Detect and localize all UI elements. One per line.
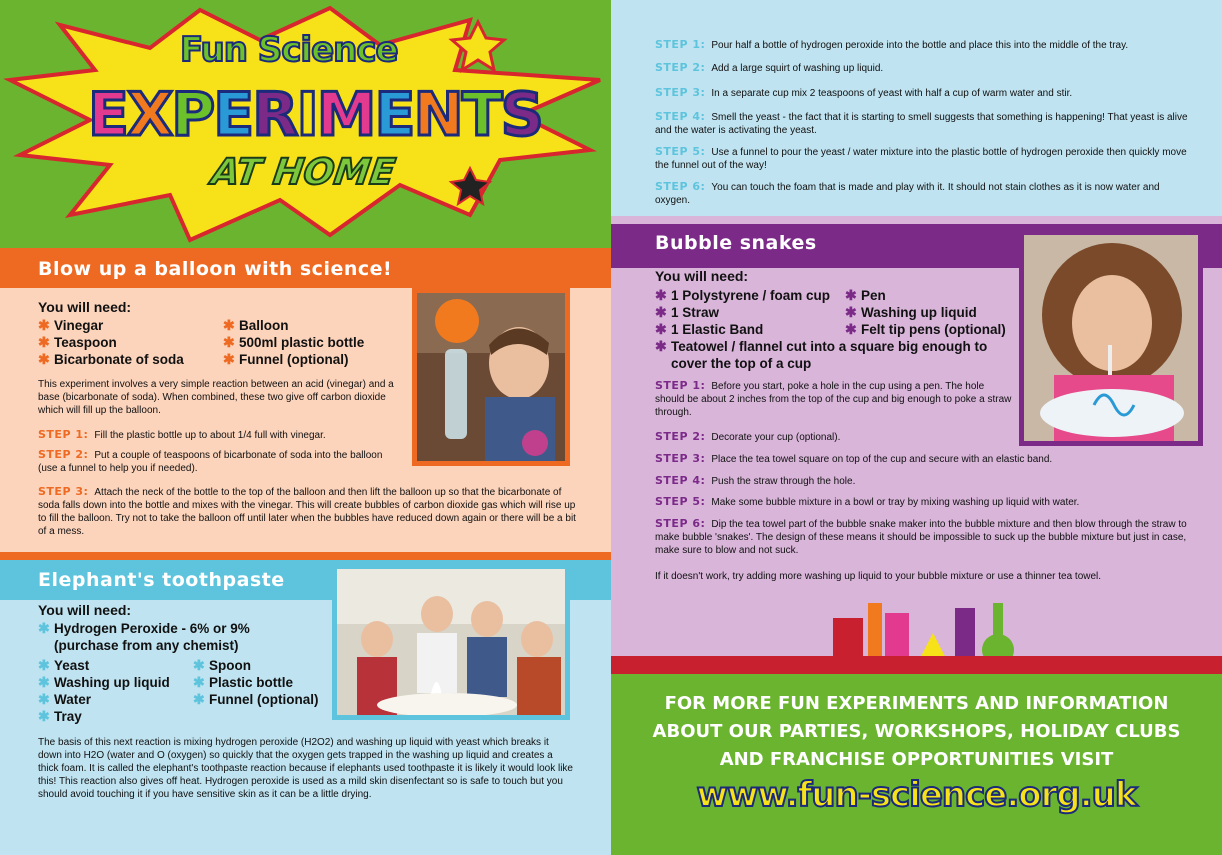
section-divider bbox=[0, 552, 611, 560]
list-item: ✱ Yeast bbox=[38, 657, 90, 673]
bubble-snakes-section bbox=[611, 216, 1222, 656]
logo-text: Fun Science bbox=[180, 30, 398, 70]
bubble-snakes-photo bbox=[1019, 230, 1203, 446]
balloon-step-3: STEP 3: Attach the neck of the bottle to the top of the balloon and then lift the balloon up so that the bicarbonate of soda falls down into the bottle and mixes with the vinegar. This will create bubbles of carbon dioxide gas which will rise up to fill the balloon. Try not to take the balloon off until later when the bubbles have reduced down again or there will be a bit of a mess. bbox=[38, 485, 576, 537]
toothpaste-photo bbox=[332, 564, 570, 720]
snakes-step-6: STEP 6: Dip the tea towel part of the bubble snake maker into the bubble mixture and then blow through the straw to make bubble 'snakes'. The design of these means it should be impossible to suck up the bubble mixture but just in case, make sure to blow and not suck. bbox=[655, 517, 1187, 556]
toothpaste-step-1: STEP 1: Pour half a bottle of hydrogen peroxide into the bottle and place this into the middle of the tray. bbox=[655, 38, 1129, 51]
snakes-step-3: STEP 3: Place the tea towel square on top of the cup and secure with an elastic band. bbox=[655, 452, 1053, 465]
toothpaste-list-col1 bbox=[38, 657, 198, 725]
list-item: ✱ Tray bbox=[38, 708, 82, 724]
toothpaste-list-col2 bbox=[193, 657, 333, 708]
list-item: ✱ Funnel (optional) bbox=[193, 691, 319, 707]
snakes-outro: If it doesn't work, try adding more washing up liquid to your bubble mixture or use a thinner tea towel. bbox=[655, 571, 1102, 582]
snakes-step-5: STEP 5: Make some bubble mixture in a bowl or tray by mixing washing up liquid with water. bbox=[655, 495, 1080, 508]
toothpaste-steps-panel bbox=[611, 0, 1222, 216]
list-item: ✱ Vinegar bbox=[38, 317, 104, 333]
balloon-list-col1 bbox=[38, 317, 218, 368]
toothpaste-section bbox=[0, 552, 611, 855]
toothpaste-step-6: STEP 6: You can touch the foam that is made and play with it. It should not stain clothes as it is now water and oxygen. bbox=[655, 180, 1160, 206]
list-item: ✱ Felt tip pens (optional) bbox=[845, 321, 1006, 337]
balloon-list-col2 bbox=[223, 317, 408, 368]
list-item: ✱ Balloon bbox=[223, 317, 289, 333]
children-foam-image bbox=[337, 569, 565, 715]
footer-divider bbox=[611, 656, 1222, 674]
girl-blowing-bubbles-image bbox=[1024, 235, 1198, 441]
list-item: ✱ Spoon bbox=[193, 657, 251, 673]
list-item: ✱ Plastic bottle bbox=[193, 674, 294, 690]
list-item: ✱ Teatowel / flannel cut into a square big enough to cover the top of a cup bbox=[655, 338, 988, 371]
hero-banner bbox=[0, 0, 611, 248]
toothpaste-list-first bbox=[38, 620, 288, 654]
balloon-need-label: You will need: bbox=[38, 299, 132, 315]
list-item: ✱ Washing up liquid bbox=[845, 304, 977, 320]
list-item: ✱ 1 Elastic Band bbox=[655, 321, 764, 337]
list-item: ✱ Hydrogen Peroxide - 6% or 9% (purchase from any chemist) bbox=[38, 620, 250, 653]
toothpaste-title: Elephant's toothpaste bbox=[38, 569, 285, 591]
page-title: EXPERIMENTS bbox=[88, 80, 542, 150]
list-item: ✱ Teaspoon bbox=[38, 334, 117, 350]
list-item: ✱ 1 Straw bbox=[655, 304, 720, 320]
snakes-list-last bbox=[655, 338, 1015, 372]
list-item: ✱ 500ml plastic bottle bbox=[223, 334, 365, 350]
list-item: ✱ 1 Polystyrene / foam cup bbox=[655, 287, 831, 303]
toothpaste-need-label: You will need: bbox=[38, 602, 132, 618]
list-item: ✱ Water bbox=[38, 691, 92, 707]
list-item: ✱ Funnel (optional) bbox=[223, 351, 349, 367]
list-item: ✱ Bicarbonate of soda bbox=[38, 351, 184, 367]
snakes-list-col1 bbox=[655, 287, 845, 338]
list-item: ✱ Pen bbox=[845, 287, 886, 303]
website-link[interactable]: www.fun-science.org.uk bbox=[696, 775, 1137, 815]
list-item: ✱ Washing up liquid bbox=[38, 674, 170, 690]
snakes-step-2: STEP 2: Decorate your cup (optional). bbox=[655, 430, 841, 443]
balloon-section bbox=[0, 248, 611, 552]
toothpaste-step-3: STEP 3: In a separate cup mix 2 teaspoons of yeast with half a cup of warm water and stir. bbox=[655, 86, 1073, 99]
child-with-balloon-image bbox=[417, 293, 565, 461]
page-subtitle: AT HOME bbox=[209, 152, 398, 193]
toothpaste-step-2: STEP 2: Add a large squirt of washing up liquid. bbox=[655, 61, 884, 74]
balloon-title: Blow up a balloon with science! bbox=[38, 258, 393, 280]
right-page bbox=[611, 0, 1222, 855]
toothpaste-step-5: STEP 5: Use a funnel to pour the yeast / water mixture into the plastic bottle of hydrogen peroxide then quickly move the funnel out of the way! bbox=[655, 145, 1187, 171]
snakes-step-4: STEP 4: Push the straw through the hole. bbox=[655, 474, 856, 487]
snakes-need-label: You will need: bbox=[655, 268, 749, 284]
snakes-step-1: STEP 1: Before you start, poke a hole in the cup using a pen. The hole should be about 2 inches from the top of the cup and big enough to poke a straw through. bbox=[655, 379, 1012, 418]
balloon-step-1: STEP 1: Fill the plastic bottle up to about 1/4 full with vinegar. bbox=[38, 428, 326, 441]
balloon-photo bbox=[412, 288, 570, 466]
balloon-intro: This experiment involves a very simple reaction between an acid (vinegar) and a base (bicarbonate of soda). When combined, these two give off carbon dioxide which will fill up the balloon. bbox=[38, 379, 394, 416]
toothpaste-intro: The basis of this next reaction is mixing hydrogen peroxide (H2O2) and washing up liquid with yeast which breaks it down into H2O (water and O (oxygen) so quickly that the oxygen gets trapped in the washing up liquid and creates a thick foam. It is called the elephant's toothpaste reaction because if elephants used toothpaste it is likely it would look like this! This reaction also gives off heat. Hydrogen peroxide is used as a mild skin disenfectant so is safe to touch but you should avoid touching it if you have sensitive skin as it can be a little drying. bbox=[38, 737, 573, 800]
balloon-step-2: STEP 2: Put a couple of teaspoons of bicarbonate of soda into the balloon (use a funnel to help you if needed). bbox=[38, 448, 383, 474]
snakes-list-col2 bbox=[845, 287, 1015, 338]
footer-cta: FOR MORE FUN EXPERIMENTS AND INFORMATION ABOUT OUR PARTIES, WORKSHOPS, HOLIDAY CLUBS AND FRANCHISE OPPORTUNITIES VISIT bbox=[652, 693, 1181, 770]
toothpaste-step-4: STEP 4: Smell the yeast - the fact that it is starting to smell suggests that something is happening! That yeast is alive and the water is activating the yeast. bbox=[655, 110, 1188, 136]
bubble-snakes-title: Bubble snakes bbox=[655, 232, 817, 254]
